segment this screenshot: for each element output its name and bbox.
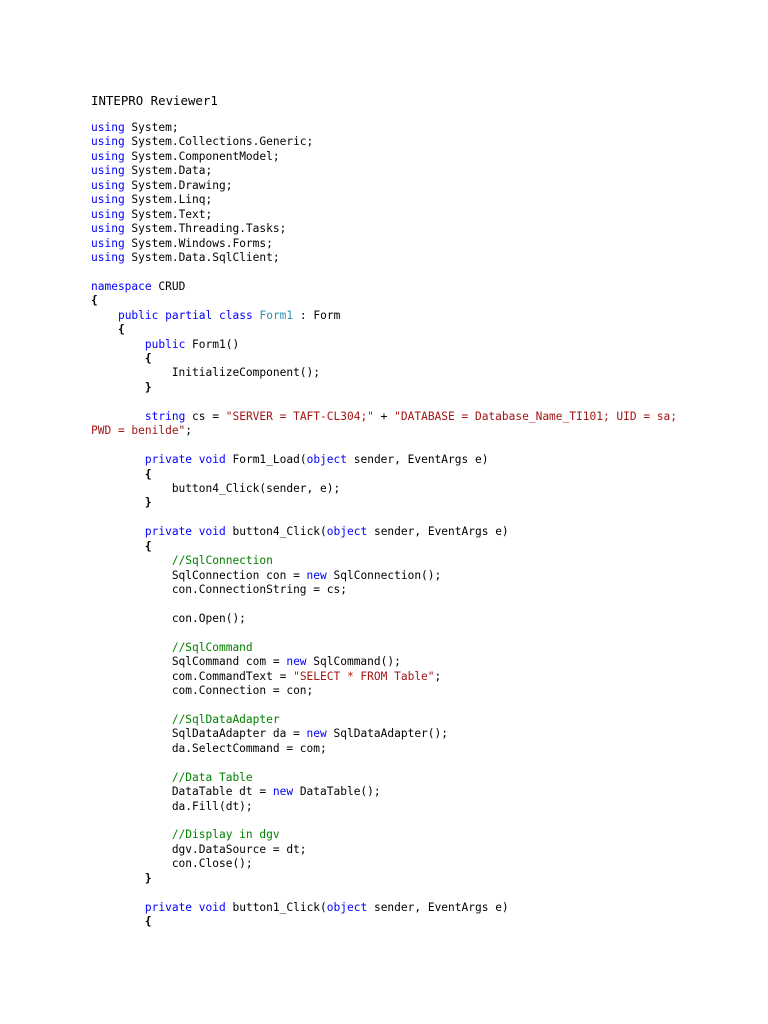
- code-token: [91, 554, 172, 567]
- code-line: [91, 886, 731, 900]
- code-token: private: [144, 525, 193, 539]
- code-line: [91, 785, 731, 799]
- code-token: using: [91, 222, 125, 236]
- code-line: [91, 338, 731, 352]
- code-line: [91, 612, 731, 626]
- code-token: CRUD: [151, 279, 186, 293]
- code-token: com.CommandText =: [91, 669, 294, 683]
- code-token: [192, 525, 199, 538]
- code-token: SqlConnection();: [326, 568, 442, 582]
- code-line: [91, 684, 731, 698]
- code-line: [91, 395, 731, 409]
- code-line: [91, 843, 731, 857]
- code-token: sender, EventArgs e): [367, 900, 509, 914]
- code-line: [91, 496, 731, 510]
- code-token: }: [91, 380, 152, 394]
- document-title: INTEPRO Reviewer1: [91, 93, 218, 108]
- code-token: [91, 771, 172, 784]
- code-line: [91, 323, 731, 337]
- code-token: con.Open();: [91, 611, 246, 625]
- code-line: [91, 352, 731, 366]
- code-token: System.Text;: [124, 207, 213, 221]
- code-token: da.Fill(dt);: [91, 799, 253, 813]
- code-token: object: [306, 453, 347, 467]
- code-token: {: [91, 323, 125, 337]
- code-token: [91, 828, 172, 841]
- code-token: con.ConnectionString = cs;: [91, 583, 347, 596]
- code-line: [91, 771, 731, 785]
- code-token: sender, EventArgs e): [347, 453, 489, 467]
- code-token: "DATABASE = Database_Name_TI101; UID = sa;: [394, 409, 678, 423]
- code-token: com.Connection = con;: [91, 684, 314, 698]
- code-token: class: [219, 308, 253, 322]
- code-token: new: [286, 655, 307, 669]
- code-line: [91, 915, 731, 929]
- code-token: object: [326, 900, 368, 914]
- code-token: System.Data;: [124, 164, 213, 178]
- code-line: [91, 800, 731, 814]
- code-token: [91, 713, 172, 726]
- code-token: {: [91, 539, 152, 553]
- code-token: [91, 309, 118, 322]
- code-line: [91, 164, 731, 178]
- code-line: [91, 670, 731, 684]
- code-token: [91, 641, 172, 654]
- code-line: [91, 655, 731, 669]
- code-token: using: [91, 236, 125, 250]
- code-token: button1_Click(: [225, 900, 327, 914]
- code-line: [91, 872, 731, 886]
- code-block: [91, 121, 731, 930]
- code-token: InitializeComponent();: [91, 366, 321, 380]
- code-token: {: [91, 467, 152, 481]
- code-line: [91, 857, 731, 871]
- code-line: [91, 511, 731, 525]
- code-token: dgv.DataSource = dt;: [91, 842, 307, 856]
- code-token: SqlConnection con =: [91, 568, 307, 582]
- code-token: using: [91, 164, 125, 178]
- code-token: namespace: [91, 279, 152, 293]
- code-line: [91, 251, 731, 265]
- code-token: {: [91, 352, 152, 365]
- code-token: }: [91, 496, 152, 510]
- code-line: [91, 237, 731, 251]
- code-line: [91, 179, 731, 193]
- code-token: sender, EventArgs e): [367, 525, 509, 539]
- code-token: +: [373, 409, 395, 423]
- code-token: public: [144, 337, 186, 351]
- code-token: PWD = benilde": [91, 424, 186, 438]
- code-token: using: [91, 178, 125, 192]
- code-line: [91, 525, 731, 539]
- code-token: [91, 525, 145, 538]
- code-line: [91, 309, 731, 323]
- code-line: [91, 828, 731, 842]
- code-token: }: [91, 871, 152, 885]
- code-line: [91, 482, 731, 496]
- code-line: [91, 727, 731, 741]
- code-line: [91, 540, 731, 554]
- code-token: using: [91, 250, 125, 264]
- code-token: object: [326, 525, 368, 539]
- code-line: [91, 699, 731, 713]
- code-token: [91, 453, 145, 466]
- code-token: SqlCommand com =: [91, 655, 287, 669]
- code-line: [91, 135, 731, 149]
- code-token: SqlCommand();: [306, 655, 401, 669]
- code-token: using: [91, 135, 125, 149]
- code-line: [91, 121, 731, 135]
- code-token: //Display in dgv: [171, 828, 280, 842]
- code-line: [91, 193, 731, 207]
- code-token: [91, 410, 145, 423]
- code-token: System;: [124, 121, 179, 134]
- code-token: System.ComponentModel;: [124, 149, 280, 163]
- code-token: Form1: [259, 308, 294, 322]
- code-token: void: [198, 900, 226, 914]
- code-token: new: [306, 727, 327, 741]
- code-token: using: [91, 121, 125, 134]
- code-line: [91, 756, 731, 770]
- code-token: System.Linq;: [124, 193, 213, 207]
- code-token: con.Close();: [91, 857, 253, 871]
- code-token: public: [117, 308, 159, 322]
- code-token: System.Drawing;: [124, 178, 233, 192]
- code-token: string: [144, 409, 186, 423]
- code-token: using: [91, 149, 125, 163]
- code-token: button4_Click(sender, e);: [91, 481, 341, 495]
- code-token: DataTable dt =: [91, 785, 273, 799]
- code-token: private: [144, 900, 193, 914]
- code-line: [91, 381, 731, 395]
- code-token: button4_Click(: [225, 525, 327, 539]
- code-token: new: [306, 568, 327, 582]
- code-token: Form1(): [185, 337, 240, 351]
- code-token: "SERVER = TAFT-CL304;": [225, 409, 374, 423]
- code-token: //SqlDataAdapter: [171, 712, 280, 726]
- code-token: [192, 901, 199, 914]
- code-line: [91, 713, 731, 727]
- code-token: "SELECT * FROM Table": [293, 669, 435, 683]
- code-token: //SqlConnection: [171, 554, 273, 568]
- code-token: {: [91, 915, 152, 929]
- code-line: [91, 150, 731, 164]
- code-line: [91, 280, 731, 294]
- code-line: [91, 597, 731, 611]
- code-token: void: [198, 453, 226, 467]
- code-token: ;: [434, 669, 442, 683]
- code-line: [91, 814, 731, 828]
- code-line: [91, 265, 731, 279]
- code-token: da.SelectCommand = com;: [91, 741, 327, 755]
- code-token: {: [91, 294, 98, 308]
- code-line: [91, 554, 731, 568]
- code-line: [91, 453, 731, 467]
- code-token: partial: [165, 308, 213, 322]
- code-token: void: [198, 525, 226, 539]
- code-line: [91, 901, 731, 915]
- code-line: [91, 294, 731, 308]
- code-token: using: [91, 207, 125, 221]
- code-token: Form1_Load(: [225, 453, 307, 467]
- code-token: : Form: [293, 308, 341, 322]
- code-token: //Data Table: [171, 770, 253, 784]
- code-token: System.Data.SqlClient;: [124, 250, 280, 264]
- code-token: DataTable();: [293, 785, 381, 799]
- code-line: [91, 366, 731, 380]
- code-token: private: [144, 453, 193, 467]
- code-line: [91, 468, 731, 482]
- code-line: [91, 222, 731, 236]
- code-token: SqlDataAdapter da =: [91, 727, 307, 741]
- code-line: [91, 626, 731, 640]
- code-token: System.Collections.Generic;: [124, 135, 314, 149]
- code-token: //SqlCommand: [171, 640, 253, 654]
- code-token: System.Windows.Forms;: [124, 236, 273, 250]
- code-token: [91, 901, 145, 914]
- code-token: [192, 453, 199, 466]
- code-line: [91, 583, 731, 597]
- code-token: System.Threading.Tasks;: [124, 222, 287, 236]
- code-token: ;: [185, 424, 193, 438]
- code-token: new: [272, 785, 294, 799]
- code-line: [91, 439, 731, 453]
- code-line: [91, 641, 731, 655]
- code-line: [91, 208, 731, 222]
- code-token: using: [91, 193, 125, 207]
- code-line: [91, 410, 731, 424]
- code-line: [91, 569, 731, 583]
- code-token: cs =: [185, 409, 226, 423]
- code-line: [91, 424, 731, 438]
- code-line: [91, 742, 731, 756]
- code-token: SqlDataAdapter();: [326, 727, 449, 741]
- code-token: [91, 338, 145, 351]
